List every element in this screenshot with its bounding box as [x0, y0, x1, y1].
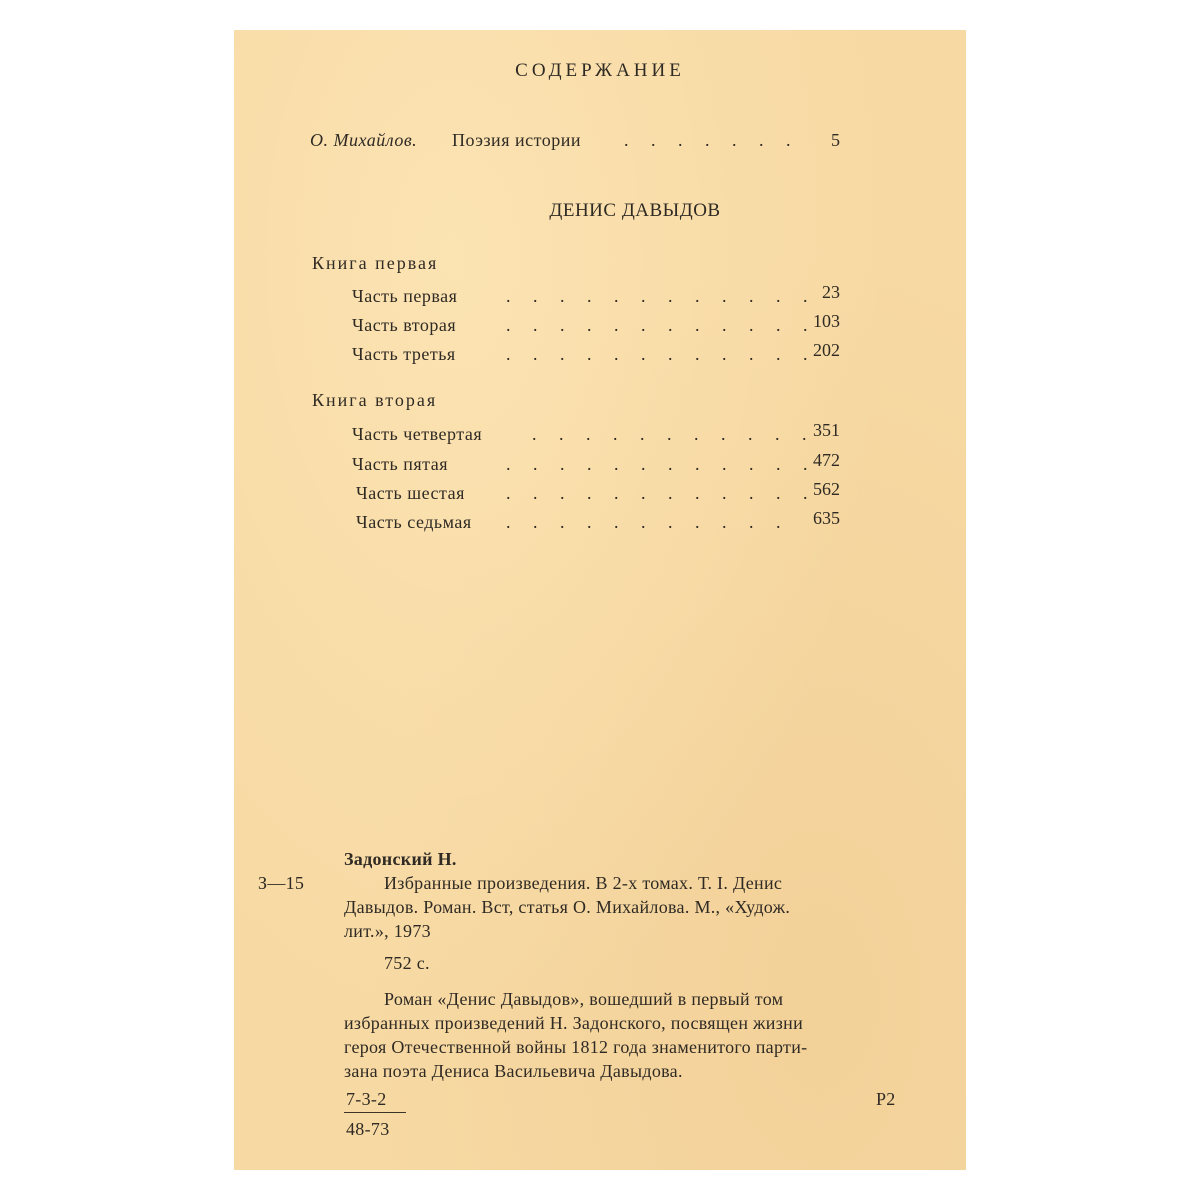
catalog-annotation-line: Роман «Денис Давыдов», вошедший в первый том — [384, 989, 784, 1009]
part-label: Часть вторая — [352, 315, 457, 335]
catalog-annotation-line: зана поэта Дениса Васильевича Давыдова. — [344, 1061, 683, 1081]
part-page-number: 103 — [813, 311, 840, 331]
part-label: Часть первая — [352, 286, 458, 306]
fraction-rule — [344, 1112, 406, 1113]
catalog-code-top: 7-3-2 — [346, 1089, 387, 1109]
catalog-class-code: Р2 — [876, 1089, 896, 1109]
book-two-title: Книга вторая — [312, 390, 438, 410]
dot-leader: . . . . . . . . . . . . — [506, 286, 817, 306]
catalog-line: лит.», 1973 — [344, 921, 431, 941]
part-page-number: 202 — [813, 340, 840, 360]
book-page — [234, 30, 966, 1170]
part-label: Часть пятая — [352, 454, 449, 474]
part-label: Часть четвертая — [352, 424, 483, 444]
book-one-title: Книга первая — [312, 253, 439, 273]
intro-dot-leader: . . . . . . . — [624, 130, 800, 150]
part-page-number: 562 — [813, 479, 840, 499]
catalog-annotation-line: избранных произведений Н. Задонского, посвящен жизни — [344, 1013, 804, 1033]
dot-leader: . . . . . . . . . . . . — [506, 454, 817, 474]
part-page-number: 23 — [822, 282, 840, 302]
intro-page-number: 5 — [831, 130, 840, 150]
dot-leader: . . . . . . . . . . . . — [506, 483, 817, 503]
part-page-number: 351 — [813, 420, 840, 440]
dot-leader: . . . . . . . . . . . — [506, 512, 790, 532]
dot-leader: . . . . . . . . . . . . — [506, 315, 817, 335]
catalog-annotation-line: героя Отечественной войны 1812 года знаменитого парти- — [344, 1037, 808, 1057]
part-page-number: 635 — [813, 508, 840, 528]
part-label: Часть третья — [352, 344, 456, 364]
catalog-line: Давыдов. Роман. Вст, статья О. Михайлова. М., «Худож. — [344, 897, 791, 917]
catalog-line: Избранные произведения. В 2-х томах. Т. I. Денис — [384, 873, 783, 893]
novel-title: ДЕНИС ДАВЫДОВ — [549, 200, 721, 221]
dot-leader: . . . . . . . . . . . — [532, 424, 816, 444]
intro-title: Поэзия истории — [452, 130, 581, 150]
catalog-code-bottom: 48-73 — [346, 1119, 390, 1139]
part-label: Часть шестая — [356, 483, 465, 503]
intro-author: О. Михайлов. — [310, 130, 418, 150]
part-page-number: 472 — [813, 450, 840, 470]
part-label: Часть седьмая — [356, 512, 472, 532]
catalog-index: З—15 — [258, 873, 305, 893]
contents-title: СОДЕРЖАНИЕ — [515, 60, 685, 81]
catalog-author: Задонский Н. — [344, 849, 457, 869]
catalog-page-count: 752 с. — [384, 953, 430, 973]
dot-leader: . . . . . . . . . . . . — [506, 344, 817, 364]
